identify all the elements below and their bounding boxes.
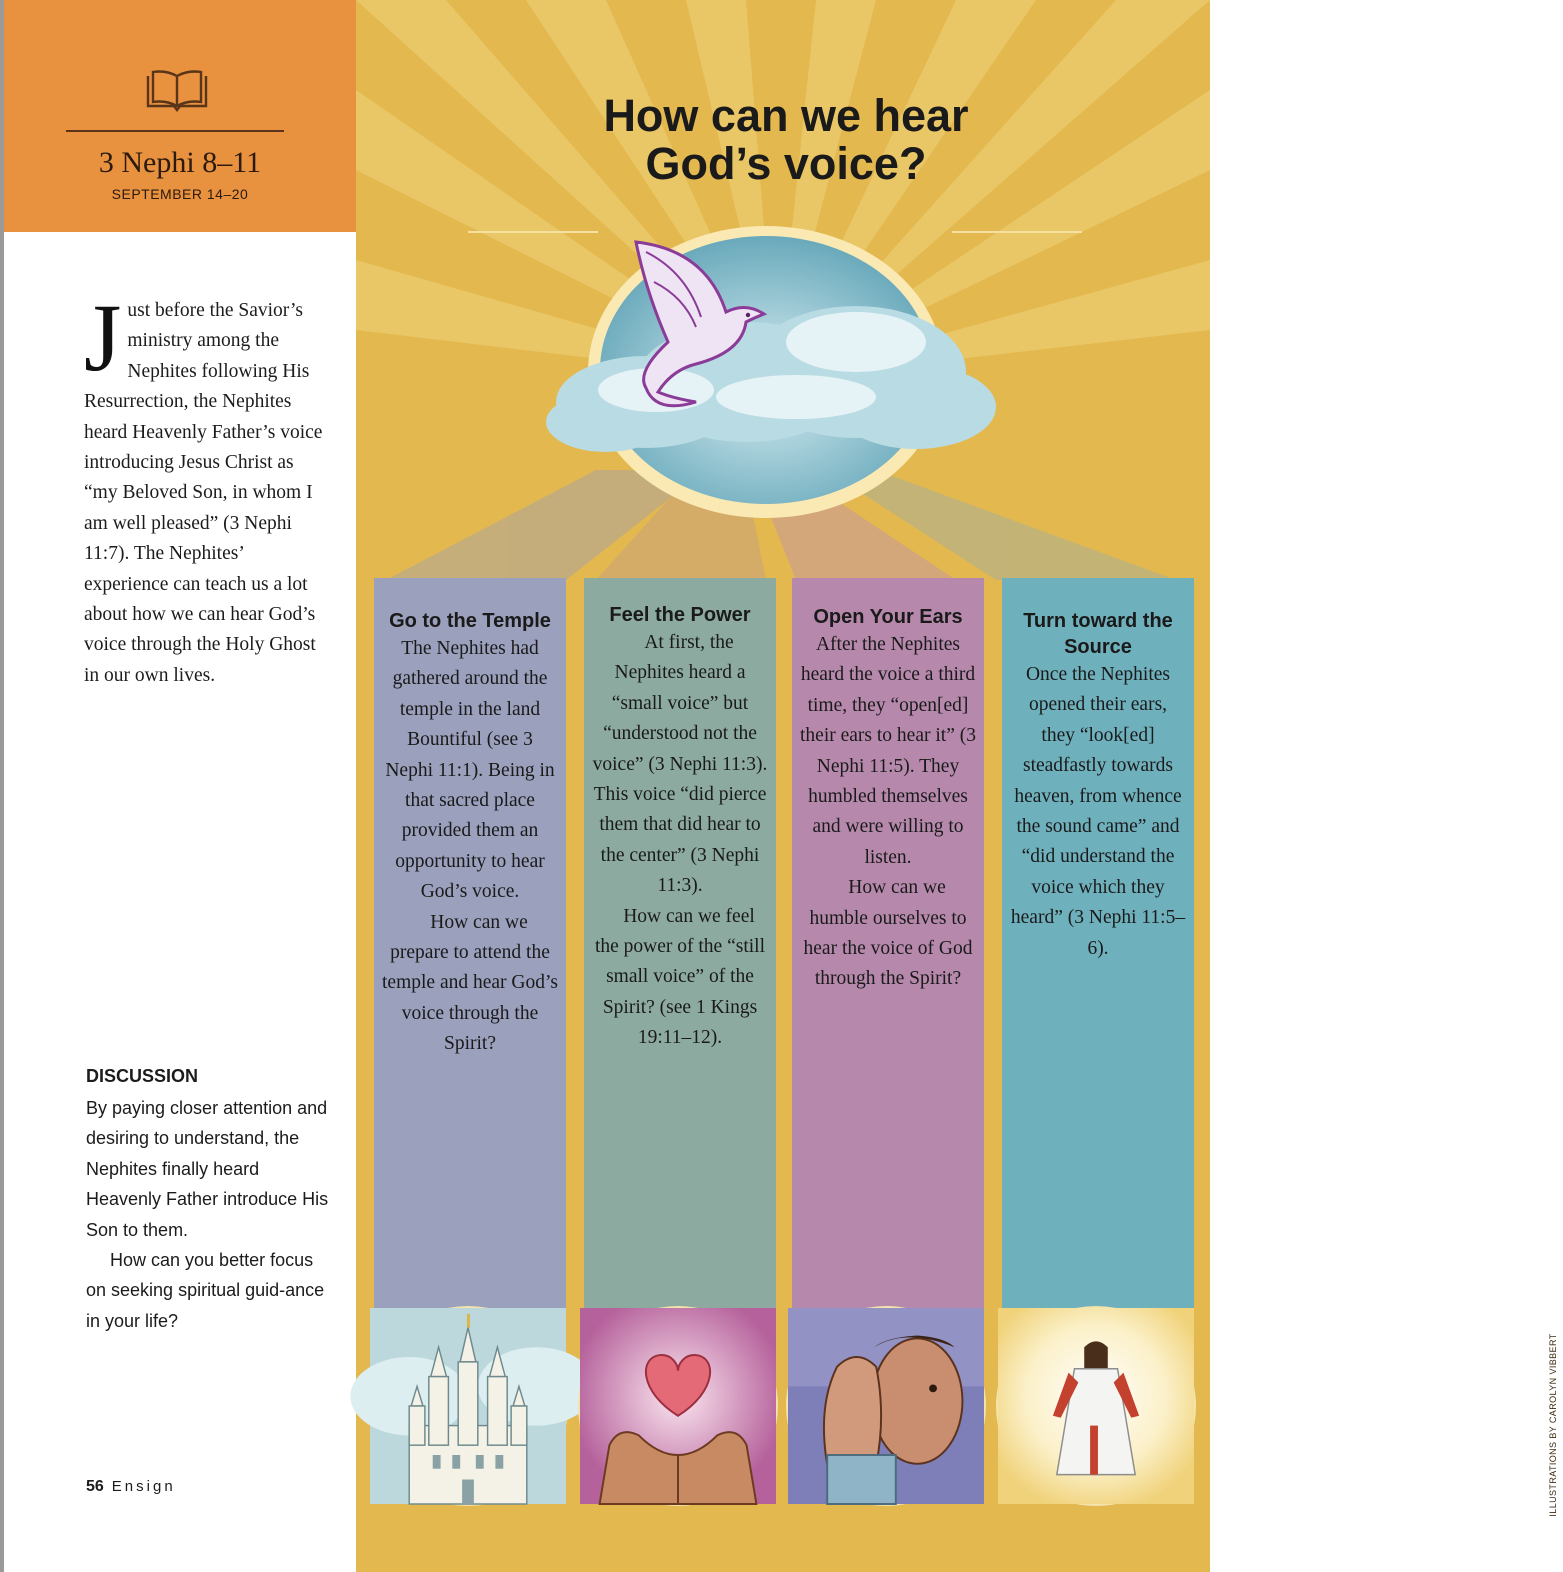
- discussion-question: How can you better focus on seeking spiritual guid-ance in your life?: [86, 1250, 325, 1331]
- heart-in-hands-illustration: [578, 1306, 778, 1506]
- column-temple: [374, 578, 566, 1318]
- column-question: How can we feel the power of the “still small voice” of the Spirit? (see 1 Kings 19:11–12).: [594, 905, 766, 1049]
- intro-text: ust before the Savior’s ministry among the Nephites following His Resurrection, the Nephites heard Heavenly Father’s voice introducing Jesus Christ as “my Beloved Son, in whom I am well pleased” (3 Nephi 11:7). The Nephites’ experience can teach us a lot about how we can hear God’s voice through the Holy Ghost in our own lives.: [84, 300, 323, 686]
- discussion-heading: DISCUSSION: [86, 1066, 199, 1086]
- listening-ear-illustration: [786, 1306, 986, 1506]
- temple-illustration: [368, 1306, 568, 1506]
- date-range: SEPTEMBER 14–20: [111, 186, 249, 202]
- column-body: After the Nephites heard the voice a third time, they “open[ed] their ears to hear it” (3 Nephi 11:5). They humbled themselves and were willing to listen.: [800, 634, 976, 868]
- column-question: How can we humble ourselves to hear the voice of God through the Spirit?: [803, 877, 973, 990]
- magazine-name: Ensign: [111, 1478, 176, 1495]
- column-body: At first, the Nephites heard a “small voice” but “understood not the voice” (3 Nephi 11:3). This voice “did pierce them that did hear to the center” (3 Nephi 11:3).: [592, 632, 768, 897]
- page-number: 56: [86, 1478, 104, 1495]
- column-heading: Open Your Ears: [813, 606, 963, 628]
- open-book-icon: [144, 68, 210, 114]
- intro-paragraph: [84, 284, 328, 691]
- column-heading: Go to the Temple: [389, 610, 551, 632]
- column-ears: [792, 578, 984, 1318]
- drop-cap: J: [84, 284, 122, 391]
- descending-christ-illustration: [996, 1306, 1196, 1506]
- page-footer: [86, 1478, 176, 1496]
- column-question: How can we prepare to attend the temple and hear God’s voice through the Spirit?: [382, 911, 558, 1055]
- column-heading: Turn toward the Source: [1023, 610, 1173, 658]
- illustration-credit: ILLUSTRATIONS BY CAROLYN VIBBERT: [1548, 1333, 1558, 1517]
- lesson-header: [4, 0, 356, 232]
- column-body: The Nephites had gathered around the temple in the land Bountiful (see 3 Nephi 11:1). Being in that sacred place provided them an opportunity to hear God’s voice.: [385, 638, 555, 903]
- column-heading: Feel the Power: [609, 604, 751, 626]
- panel-title: How can we hear God’s voice?: [603, 90, 969, 189]
- column-power: [584, 578, 776, 1318]
- column-body: Once the Nephites opened their ears, they “look[ed] steadfastly towards heaven, from whence the sound came” and “did understand the voice which they heard” (3 Nephi 11:5–6).: [1010, 664, 1186, 959]
- chapter-title: 3 Nephi 8–11: [98, 146, 262, 179]
- column-source: [1002, 578, 1194, 1318]
- discussion-box: [86, 1066, 336, 1336]
- dove-in-clouds-illustration: [496, 222, 1036, 522]
- infographic-panel: [356, 0, 1558, 1572]
- discussion-body: By paying closer attention and desiring to understand, the Nephites finally heard Heavenly Father introduce His Son to them.: [86, 1098, 329, 1240]
- left-column: [0, 0, 356, 1572]
- header-divider: [66, 130, 284, 132]
